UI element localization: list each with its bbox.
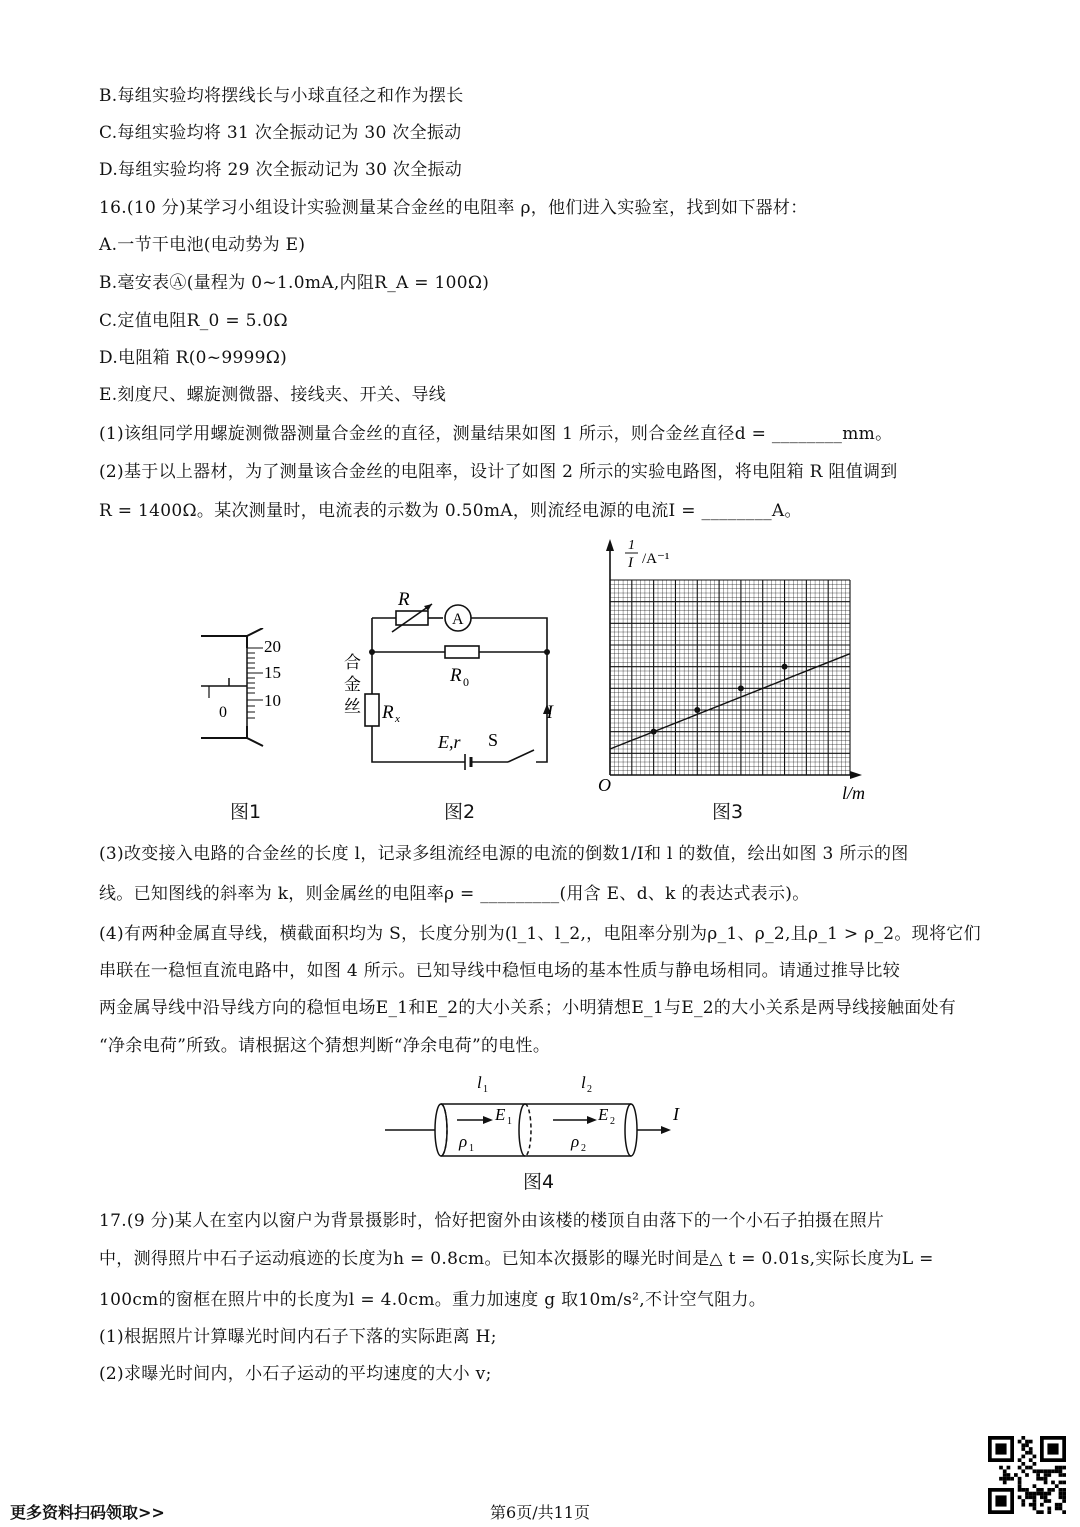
equipment-b: B.毫安表Ⓐ(量程为 0~1.0mA,内阻R_A = 100Ω) — [99, 273, 490, 293]
option-b-line: B.每组实验均将摆线长与小球直径之和作为摆长 — [99, 86, 464, 106]
fig4-label-E1-sub: 1 — [507, 1116, 512, 1127]
question-16-part4-line1: (4)有两种金属直导线，横截面积均为 S，长度分别为(l_1、l_2,，电阻率分别为ρ_1、ρ_2,且ρ_1 > ρ_2。现将它们 — [99, 924, 981, 944]
graph-data-point-3 — [738, 685, 744, 691]
question-16-stem: 16.(10 分)某学习小组设计实验测量某合金丝的电阻率 ρ，他们进入实验室，找到如下器材： — [99, 198, 808, 218]
fig4-label-l1: l — [477, 1073, 482, 1092]
fig4-label-rho2: ρ — [571, 1132, 580, 1151]
graph-y-axis-arrow — [606, 539, 614, 551]
graph-y-label-numerator: 1 — [628, 538, 635, 553]
circuit-label-R0-sub: 0 — [463, 675, 469, 689]
equipment-a: A.一节干电池(电动势为 E) — [99, 235, 306, 255]
graph-data-point-4 — [782, 664, 788, 670]
question-16-part2-line2: R = 1400Ω。某次测量时，电流表的示数为 0.50mA，则流经电源的电流I = ________A。 — [99, 501, 802, 521]
graph-data-point-1 — [651, 729, 657, 735]
circuit-label-wire-3: 丝 — [344, 697, 361, 716]
circuit-label-Rx: R — [382, 702, 394, 723]
question-17-part2: (2)求曝光时间内，小石子运动的平均速度的大小 v; — [99, 1364, 492, 1384]
circuit-label-Er: E,r — [438, 732, 461, 752]
graph-y-label-denominator: I — [628, 555, 633, 571]
fig4-label-rho1-sub: 1 — [469, 1143, 474, 1154]
question-16-part3-line2: 线。已知图线的斜率为 k，则金属丝的电阻率ρ = _________(用含 E、d、k 的表达式表示)。 — [99, 884, 810, 904]
fig4-label-l2-sub: 2 — [587, 1084, 592, 1095]
question-16-part3-line1: (3)改变接入电路的合金丝的长度 l，记录多组流经电源的电流的倒数1/I和 l 的数值，绘出如图 3 所示的图 — [99, 844, 909, 864]
micrometer-label-20: 20 — [264, 637, 281, 656]
figure-1-caption: 图1 — [230, 801, 262, 823]
question-17-stem-line3: 100cm的窗框在照片中的长度为l = 4.0cm。重力加速度 g 取10m/s²,不计空气阻力。 — [99, 1290, 767, 1310]
circuit-label-S: S — [488, 730, 499, 750]
micrometer-label-15: 15 — [264, 663, 281, 682]
fig4-label-rho1: ρ — [459, 1132, 468, 1151]
option-c-line: C.每组实验均将 31 次全振动记为 30 次全振动 — [99, 123, 462, 143]
circuit-label-R0: R — [450, 665, 462, 686]
micrometer-label-10: 10 — [264, 691, 281, 710]
circuit-label-wire-2: 金 — [344, 675, 361, 694]
equipment-d: D.电阻箱 R(0~9999Ω) — [99, 348, 288, 368]
fig4-label-E2-sub: 2 — [610, 1116, 615, 1127]
equipment-c: C.定值电阻R_0 = 5.0Ω — [99, 311, 288, 331]
question-16-part2-line1: (2)基于以上器材，为了测量该合金丝的电阻率，设计了如图 2 所示的实验电路图，将电阻箱 R 阻值调到 — [99, 462, 898, 482]
footer-scan-prompt[interactable]: 更多资料扫码领取>> — [10, 1503, 165, 1522]
graph-x-axis-arrow — [850, 771, 862, 779]
question-17-stem-line1: 17.(9 分)某人在室内以窗户为背景摄影时，恰好把窗外由该楼的楼顶自由落下的一个小石子拍摄在照片 — [99, 1211, 885, 1231]
graph-y-label-unit: /A⁻¹ — [642, 551, 670, 567]
fig4-label-E2: E — [598, 1105, 609, 1124]
question-17-part1: (1)根据照片计算曝光时间内石子下落的实际距离 H; — [99, 1327, 497, 1347]
graph-origin-label: O — [598, 775, 611, 795]
fig4-label-rho2-sub: 2 — [581, 1143, 586, 1154]
circuit-label-Rx-sub: x — [395, 713, 400, 725]
figure-2-circuit — [340, 580, 555, 780]
option-d-line: D.每组实验均将 29 次全振动记为 30 次全振动 — [99, 160, 463, 180]
fig4-label-l1-sub: 1 — [483, 1084, 488, 1095]
figure-4-caption: 图4 — [523, 1171, 555, 1193]
fig4-label-I: I — [673, 1104, 679, 1124]
question-16-part4-line2: 串联在一稳恒直流电路中，如图 4 所示。已知导线中稳恒电场的基本性质与静电场相同。请通过推导比较 — [99, 961, 901, 981]
micrometer-label-0: 0 — [219, 704, 227, 721]
figure-1-micrometer — [195, 628, 305, 748]
figure-4-conductors — [385, 1070, 715, 1165]
footer-page-number: 第6页/共11页 — [490, 1503, 590, 1522]
graph-data-point-2 — [694, 707, 700, 713]
equipment-e: E.刻度尺、螺旋测微器、接线夹、开关、导线 — [99, 385, 447, 405]
figure-3-caption: 图3 — [712, 801, 744, 823]
question-16-part1: (1)该组同学用螺旋测微器测量合金丝的直径，测量结果如图 1 所示，则合金丝直径d = ________mm。 — [99, 424, 893, 444]
figure-2-caption: 图2 — [444, 801, 476, 823]
graph-x-label: l/m — [842, 783, 866, 803]
question-16-part4-line3: 两金属导线中沿导线方向的稳恒电场E_1和E_2的大小关系；小明猜想E_1与E_2的大小关系是两导线接触面处有 — [99, 998, 957, 1018]
fig4-label-E1: E — [495, 1105, 506, 1124]
circuit-ammeter-label: A — [452, 611, 464, 628]
question-17-stem-line2: 中，测得照片中石子运动痕迹的长度为h = 0.8cm。已知本次摄影的曝光时间是△ t = 0.01s,实际长度为L = — [99, 1249, 934, 1269]
fig4-label-l2: l — [581, 1073, 586, 1092]
graph-grid — [610, 580, 850, 775]
circuit-label-R: R — [398, 589, 410, 610]
figure-3-graph — [590, 535, 890, 810]
circuit-label-wire-1: 合 — [344, 653, 361, 672]
circuit-label-I: I — [546, 702, 553, 723]
question-16-part4-line4: “净余电荷”所致。请根据这个猜想判断“净余电荷”的电性。 — [99, 1036, 551, 1056]
